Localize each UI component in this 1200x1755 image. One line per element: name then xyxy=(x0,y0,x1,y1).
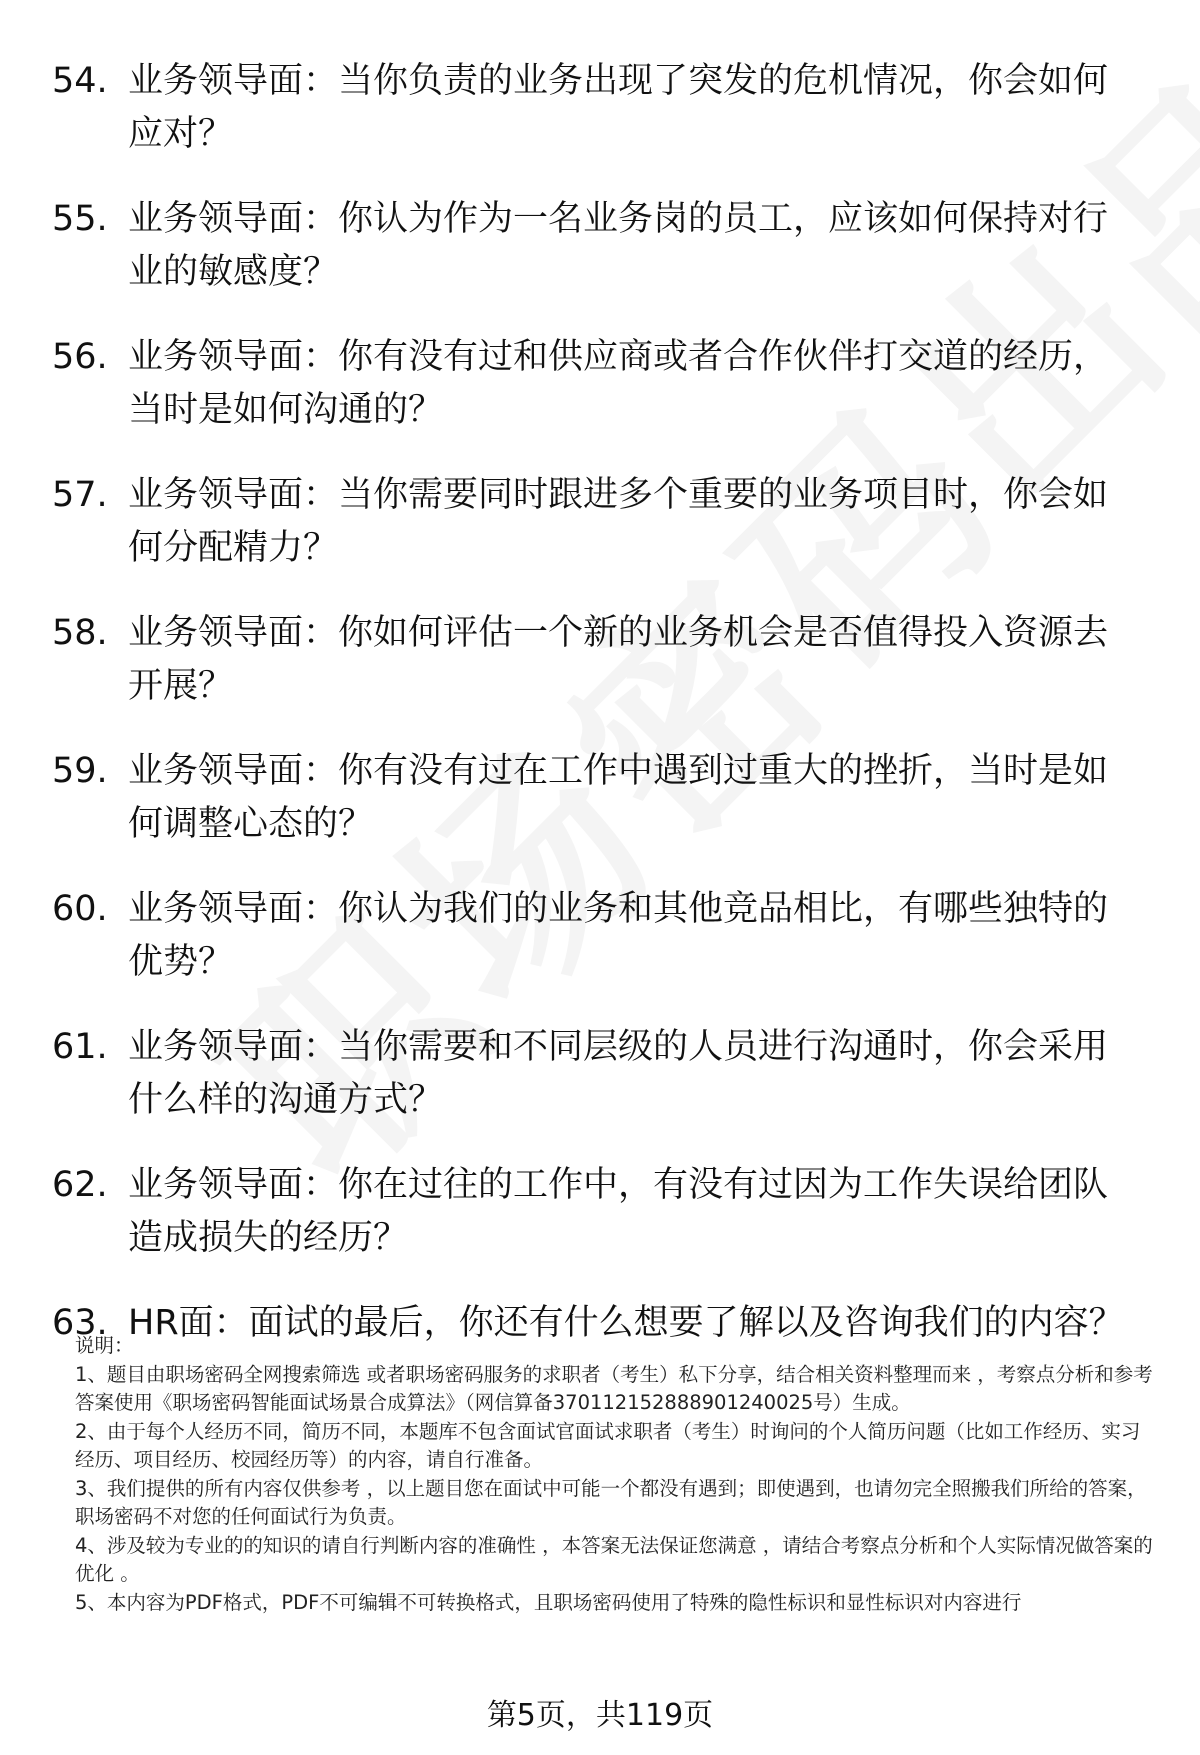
question-item xyxy=(52,55,1152,161)
question-text: 业务领导面：你认为我们的业务和其他竞品相比，有哪些独特的优势？ xyxy=(128,889,1109,982)
question-number: 61. xyxy=(52,1027,108,1067)
question-item xyxy=(52,331,1152,437)
note-item: 1、题目由职场密码全网搜索筛选 或者职场密码服务的求职者（考生）私下分享，结合相关资料整理而来 ，考察点分析和参考答案使用《职场密码智能面试场景合成算法》（网信算备370112152888901240025号）生成。 xyxy=(75,1362,1153,1414)
question-text: HR面：面试的最后，你还有什么想要了解以及咨询我们的内容？ xyxy=(128,1303,1124,1343)
question-item xyxy=(52,1159,1152,1265)
notes-section xyxy=(75,1332,1155,1617)
note-item: 5、本内容为PDF格式，PDF不可编辑不可转换格式，且职场密码使用了特殊的隐性标识和显性标识对内容进行 xyxy=(75,1590,1022,1614)
note-item: 2、由于每个人经历不同，简历不同，本题库不包含面试官面试求职者（考生）时询问的个人简历问题（比如工作经历、实习经历、项目经历、校园经历等）的内容，请自行准备。 xyxy=(75,1419,1141,1471)
note-item: 4、涉及较为专业的的知识的请自行判断内容的准确性 ，本答案无法保证您满意 ，请结合考察点分析和个人实际情况做答案的优化 。 xyxy=(75,1533,1153,1585)
question-number: 55. xyxy=(52,199,108,239)
question-item xyxy=(52,745,1152,851)
question-text: 业务领导面：当你需要同时跟进多个重要的业务项目时，你会如何分配精力？ xyxy=(128,475,1109,568)
question-number: 59. xyxy=(52,751,108,791)
note-item: 3、我们提供的所有内容仅供参考 ，以上题目您在面试中可能一个都没有遇到；即使遇到，也请勿完全照搬我们所给的答案，职场密码不对您的任何面试行为负责。 xyxy=(75,1476,1147,1528)
question-text: 业务领导面：当你负责的业务出现了突发的危机情况，你会如何应对？ xyxy=(128,61,1109,154)
question-number: 54. xyxy=(52,61,108,101)
question-text: 业务领导面：你在过往的工作中，有没有过因为工作失误给团队造成损失的经历？ xyxy=(128,1165,1109,1258)
question-item xyxy=(52,1021,1152,1127)
question-text: 业务领导面：你有没有过和供应商或者合作伙伴打交道的经历，当时是如何沟通的？ xyxy=(128,337,1109,430)
question-text: 业务领导面：当你需要和不同层级的人员进行沟通时，你会采用什么样的沟通方式？ xyxy=(128,1027,1109,1120)
question-item xyxy=(52,193,1152,299)
question-number: 62. xyxy=(52,1165,108,1205)
question-text: 业务领导面：你有没有过在工作中遇到过重大的挫折，当时是如何调整心态的？ xyxy=(128,751,1109,844)
question-list xyxy=(52,55,1152,1382)
notes-heading: 说明： xyxy=(75,1334,134,1357)
question-number: 60. xyxy=(52,889,108,929)
question-item xyxy=(52,607,1152,713)
question-text: 业务领导面：你如何评估一个新的业务机会是否值得投入资源去开展？ xyxy=(128,613,1109,706)
question-number: 56. xyxy=(52,337,108,377)
page-number: 第5页，共119页 xyxy=(486,1698,714,1733)
question-number: 58. xyxy=(52,613,108,653)
question-text: 业务领导面：你认为作为一名业务岗的员工，应该如何保持对行业的敏感度？ xyxy=(128,199,1109,292)
question-item xyxy=(52,469,1152,575)
question-number: 63. xyxy=(52,1303,108,1343)
question-item xyxy=(52,883,1152,989)
question-number: 57. xyxy=(52,475,108,515)
